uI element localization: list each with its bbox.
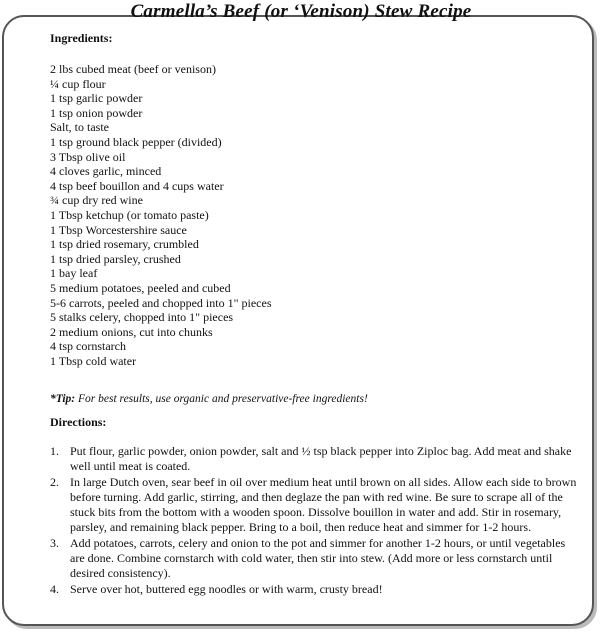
recipe-content	[50, 30, 577, 598]
ingredient-item: 2 medium onions, cut into chunks	[50, 324, 213, 339]
tip-text: For best results, use organic and preservative-free ingredients!	[75, 393, 368, 406]
step-number: 1.	[50, 444, 59, 459]
tip-label: *Tip:	[50, 393, 76, 406]
ingredient-item: 5 stalks celery, chopped into 1" pieces	[50, 310, 234, 325]
ingredients-list	[50, 62, 570, 368]
tip-note	[50, 392, 570, 406]
ingredient-item: 1 Tbsp Worcestershire sauce	[50, 222, 187, 237]
directions-heading: Directions:	[50, 415, 107, 430]
ingredient-item: 3 Tbsp olive oil	[50, 149, 126, 164]
direction-step	[50, 582, 580, 597]
step-text: Put flour, garlic powder, onion powder, salt and ½ tsp black pepper into Ziploc bag. Add meat and shake well until meat is coated.	[70, 444, 572, 474]
direction-step	[50, 444, 580, 474]
step-text: In large Dutch oven, sear beef in oil over medium heat until brown on all sides. Allow each side to brown before turning. Add garlic, stirring, and then deglaze the pan with red wine. Be sure to scrape all of the stuck bits from the bottom with a wooden spoon. Dissolve bouillon in water and add. Stir in rosemary, parsley, and remaining black pepper. Bring to a boil, then reduce heat and simmer for 1-2 hours.	[70, 475, 577, 535]
ingredient-item: 5 medium potatoes, peeled and cubed	[50, 280, 231, 295]
step-text: Serve over hot, buttered egg noodles or with warm, crusty bread!	[70, 582, 383, 597]
ingredient-item: 4 tsp beef bouillon and 4 cups water	[50, 178, 224, 193]
ingredient-item: 5-6 carrots, peeled and chopped into 1" pieces	[50, 295, 272, 310]
step-number: 3.	[50, 536, 59, 551]
ingredient-item: 1 Tbsp cold water	[50, 353, 137, 368]
directions-list	[50, 444, 577, 597]
ingredient-item: 4 tsp cornstarch	[50, 339, 126, 354]
ingredient-item: 1 bay leaf	[50, 266, 98, 281]
ingredients-heading: Ingredients:	[50, 31, 113, 45]
ingredient-item: 4 cloves garlic, minced	[50, 164, 162, 179]
direction-step	[50, 536, 580, 581]
ingredient-item: 1 tsp dried rosemary, crumbled	[50, 237, 199, 252]
step-text: Add potatoes, carrots, celery and onion to the pot and simmer for another 1-2 hours, or until vegetables are done. Combine cornstarch with cold water, then stir into stew. (Add more or less cornstarch until desired consistency).	[70, 536, 566, 581]
ingredient-item: 1 tsp dried parsley, crushed	[50, 251, 181, 266]
ingredient-item: 1 tsp onion powder	[50, 105, 143, 120]
ingredient-item: Salt, to taste	[50, 120, 109, 135]
step-number: 4.	[50, 582, 59, 597]
ingredient-item: 1 tsp ground black pepper (divided)	[50, 134, 222, 149]
step-number: 2.	[50, 475, 59, 490]
ingredient-item: ¼ cup flour	[50, 76, 106, 91]
ingredient-item: 2 lbs cubed meat (beef or venison)	[50, 62, 216, 76]
direction-step	[50, 475, 580, 535]
ingredient-item: ¾ cup dry red wine	[50, 193, 143, 208]
ingredient-item: 1 Tbsp ketchup (or tomato paste)	[50, 207, 209, 222]
ingredient-item: 1 tsp garlic powder	[50, 91, 143, 106]
recipe-title: Carmella’s Beef (or ‘Venison) Stew Recipe	[130, 1, 472, 22]
